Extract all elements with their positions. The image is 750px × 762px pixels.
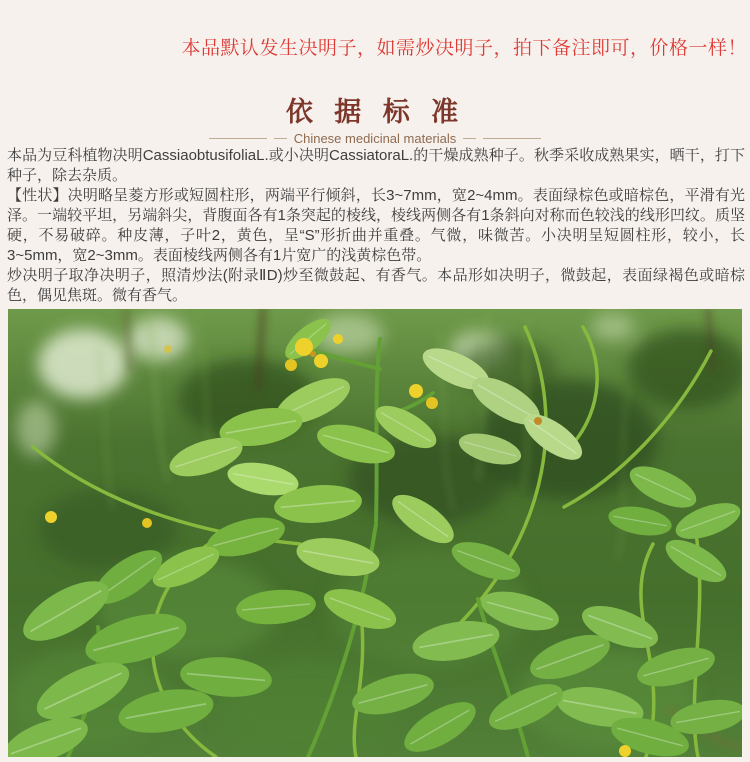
paragraph-processing: 炒决明子取净决明子，照清炒法(附录ⅡD)炒至微鼓起、有香气。本品形如决明子，微鼓起，表面绿褐色或暗棕色，偶见焦斑。微有香气。 xyxy=(7,267,745,304)
section-header xyxy=(0,90,750,146)
section-title: 依 据 标 准 xyxy=(285,97,465,128)
cassia-plant-illustration xyxy=(8,309,742,757)
left-rule-short xyxy=(274,138,287,139)
right-rule-short xyxy=(463,138,476,139)
promo-banner-text: 本品默认发生决明子，如需炒决明子，拍下备注即可，价格一样！ xyxy=(181,38,747,59)
promo-banner xyxy=(0,33,747,60)
paragraph-characteristics: 【性状】决明略呈菱方形或短圆柱形，两端平行倾斜，长3~7mm，宽2~4mm。表面绿棕色或暗棕色，平滑有光泽。一端较平坦，另端斜尖，背腹面各有1条突起的棱线，棱线两侧各有1条斜向对称而色较浅的线形凹纹。质坚硬，不易破碎。种皮薄，子叶2，黄色，呈“S”形折曲并重叠。气微，味微苦。小决明呈短圆柱形，较小，长3~5mm，宽2~3mm。表面棱线两侧各有1片宽广的浅黄棕色带。 xyxy=(7,187,745,264)
section-subtitle: Chinese medicinal materials xyxy=(293,131,457,146)
paragraph-source: 本品为豆科植物决明CassiaobtusifoliaL.或小决明CassiatoraL.的干燥成熟种子。秋季采收成熟果实，晒干，打下种子，除去杂质。 xyxy=(7,147,745,184)
right-rule-long xyxy=(483,138,541,139)
plant-photo xyxy=(8,309,742,757)
section-subtitle-row xyxy=(0,131,750,146)
product-description xyxy=(7,146,745,306)
left-rule-long xyxy=(209,138,267,139)
